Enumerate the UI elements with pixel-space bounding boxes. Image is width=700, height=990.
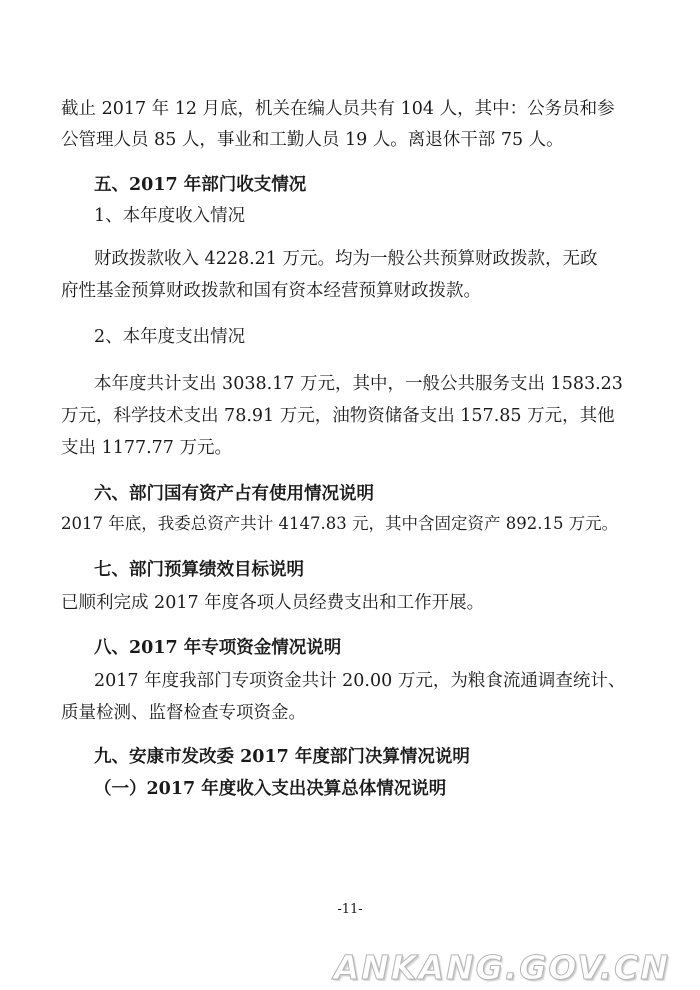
paragraph-income-line1: 财政拨款收入 4228.21 万元。均为一般公共预算财政拨款，无政 xyxy=(94,249,598,269)
heading-section6: 六、部门国有资产占有使用情况说明 xyxy=(94,484,374,504)
paragraph-income-line2: 府性基金预算财政拨款和国有资本经营预算财政拨款。 xyxy=(61,281,481,301)
paragraph-special-funds-line1: 2017 年度我部门专项资金共计 20.00 万元，为粮食流通调查统计、 xyxy=(94,671,626,691)
paragraph-performance: 已顺利完成 2017 年度各项人员经费支出和工作开展。 xyxy=(61,593,485,613)
heading-section5: 五、2017 年部门收支情况 xyxy=(94,175,307,195)
subheading-expense: 2、本年度支出情况 xyxy=(94,327,246,347)
paragraph-expense-line2: 万元，科学技术支出 78.91 万元，油物资储备支出 157.85 万元，其他 xyxy=(61,406,615,426)
paragraph-expense-line1: 本年度共计支出 3038.17 万元，其中，一般公共服务支出 1583.23 xyxy=(94,374,623,394)
paragraph-special-funds-line2: 质量检测、监督检查专项资金。 xyxy=(61,703,306,723)
paragraph-assets: 2017 年底，我委总资产共计 4147.83 元，其中含固定资产 892.15 万元。 xyxy=(61,514,619,533)
heading-section7: 七、部门预算绩效目标说明 xyxy=(94,560,304,580)
paragraph-staff-line2: 公管理人员 85 人，事业和工勤人员 19 人。离退休干部 75 人。 xyxy=(61,130,564,150)
subheading-section9-1: （一）2017 年度收入支出决算总体情况说明 xyxy=(94,779,447,799)
subheading-income: 1、本年度收入情况 xyxy=(94,206,246,226)
paragraph-staff-line1: 截止 2017 年 12 月底，机关在编人员共有 104 人，其中：公务员和参 xyxy=(61,99,615,119)
page-number: -11- xyxy=(337,902,363,917)
watermark: ANKANG.GOV.CN xyxy=(333,948,670,987)
heading-section9: 九、安康市发改委 2017 年度部门决算情况说明 xyxy=(94,747,470,767)
paragraph-expense-line3: 支出 1177.77 万元。 xyxy=(61,438,232,458)
heading-section8: 八、2017 年专项资金情况说明 xyxy=(94,638,342,658)
